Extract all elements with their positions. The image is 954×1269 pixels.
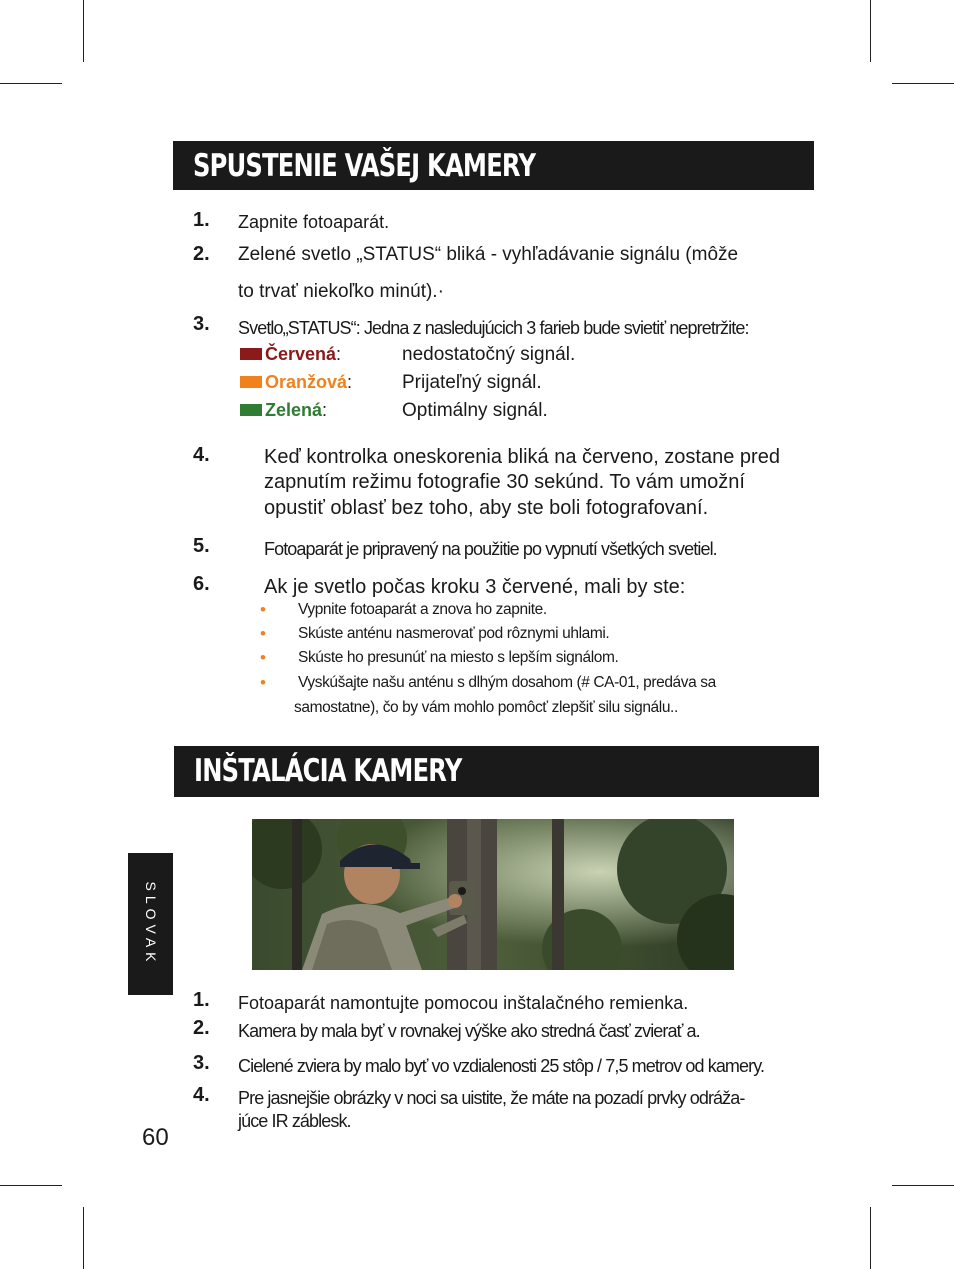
color-desc: Optimálny signál. <box>402 400 548 421</box>
bullet-icon: • <box>260 648 266 667</box>
color-desc: Prijateľný signál. <box>402 372 542 393</box>
step-text: Cielené zviera by malo byť vo vzdialenosti 25 stôp / 7,5 metrov od kamery. <box>238 1056 765 1076</box>
bullet-text: Skúste anténu nasmerovať pod rôznymi uhlami. <box>298 625 610 642</box>
step-text: júce IR záblesk. <box>238 1111 351 1131</box>
bullet-text: Vypnite fotoaparát a znova ho zapnite. <box>298 601 547 618</box>
color-label: Oranžová: <box>265 372 353 392</box>
step-number: 2. <box>193 243 210 265</box>
section-title: SPUSTENIE VAŠEJ KAMERY <box>193 148 536 184</box>
step-number: 3. <box>193 1052 210 1074</box>
step-text: to trvať niekoľko minút).· <box>238 281 444 302</box>
bullet-icon: • <box>260 624 266 643</box>
color-desc: nedostatočný signál. <box>402 344 576 365</box>
step-text: Fotoaparát je pripravený na použitie po vypnutí všetkých svetiel. <box>264 539 717 559</box>
step-text: Zapnite fotoaparát. <box>238 212 390 232</box>
crop-mark <box>83 1207 84 1269</box>
color-label: Červená: <box>265 344 342 364</box>
orange-swatch <box>240 376 262 388</box>
color-label: Zelená: <box>265 400 328 420</box>
step-text: Fotoaparát namontujte pomocou inštalačného remienka. <box>238 993 689 1013</box>
step-text: zapnutím režimu fotografie 30 sekúnd. To vám umožní <box>264 471 745 493</box>
photo-illustration <box>252 819 734 970</box>
step-number: 3. <box>193 313 210 335</box>
section-title: INŠTALÁCIA KAMERY <box>194 753 462 789</box>
language-tab <box>128 853 173 995</box>
step-number: 1. <box>193 209 210 231</box>
bullet-icon: • <box>260 600 266 619</box>
red-swatch <box>240 348 262 360</box>
step-number: 5. <box>193 535 210 557</box>
installation-photo <box>252 819 734 970</box>
bullet-text: Skúste ho presunúť na miesto s lepším signálom. <box>298 649 619 666</box>
bullet-icon: • <box>260 673 266 692</box>
bullet-text: Vyskúšajte našu anténu s dlhým dosahom (# CA-01, predáva sa <box>298 674 716 691</box>
language-label: SLOVAK <box>142 881 159 967</box>
step-number: 6. <box>193 573 210 595</box>
crop-mark <box>870 0 871 62</box>
step-text: Kamera by mala byť v rovnakej výške ako stredná časť zvierať a. <box>238 1021 700 1041</box>
section-title-banner <box>173 141 814 190</box>
step-number: 4. <box>193 444 210 466</box>
crop-mark <box>870 1207 871 1269</box>
crop-mark <box>0 1185 62 1186</box>
crop-mark <box>892 1185 954 1186</box>
crop-mark <box>83 0 84 62</box>
step-text: Ak je svetlo počas kroku 3 červené, mali by ste: <box>264 576 686 598</box>
step-text: opustiť oblasť bez toho, aby ste boli fotografovaní. <box>264 497 709 519</box>
green-swatch <box>240 404 262 416</box>
step-text: Keď kontrolka oneskorenia bliká na červeno, zostane pred <box>264 446 780 468</box>
step-number: 2. <box>193 1017 210 1039</box>
step-text: Svetlo„STATUS“: Jedna z nasledujúcich 3 farieb bude svietiť nepretržite: <box>238 318 749 338</box>
step-number: 1. <box>193 989 210 1011</box>
crop-mark <box>892 83 954 84</box>
step-number: 4. <box>193 1084 210 1106</box>
page-number: 60 <box>142 1124 169 1151</box>
bullet-text: samostatne), čo by vám mohlo pomôcť zlepšiť silu signálu.. <box>294 699 678 716</box>
step-text: Zelené svetlo „STATUS“ bliká - vyhľadávanie signálu (môže <box>238 244 739 265</box>
step-text: Pre jasnejšie obrázky v noci sa uistite, že máte na pozadí prvky odráža- <box>238 1088 745 1108</box>
crop-mark <box>0 83 62 84</box>
section-title-banner <box>174 746 819 797</box>
